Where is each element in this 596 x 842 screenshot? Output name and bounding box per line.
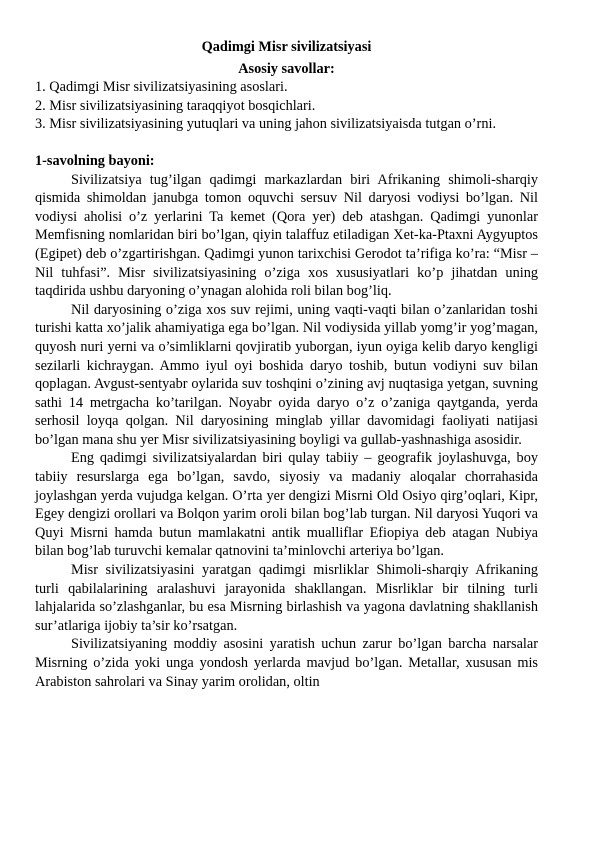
document-title: Qadimgi Misr sivilizatsiyasi bbox=[201, 39, 372, 55]
questions-heading: Asosiy savollar: bbox=[238, 60, 335, 77]
body-paragraph: Sivilizatsiyaning moddiy asosini yaratish uchun zarur bo’lgan barcha narsalar Misrning o’zida yoki unga yondosh yerlarda mavjud bo’lgan. Metallar, xususan mis Arabiston sahrolari va Sinay yarim orolidan, oltin bbox=[35, 636, 538, 690]
question-item: 2. Misr sivilizatsiyasining taraqqiyot bosqichlari. bbox=[35, 97, 316, 114]
section-heading: 1-savolning bayoni: bbox=[35, 152, 155, 169]
body-paragraph: Eng qadimgi sivilizatsiyalardan biri qulay tabiiy – geografik joylashuvga, boy tabiiy resurslarga ega bo’lgan, savdo, siyosiy va madaniy aloqalar chorrahasida joylashgan yerda vujudga kelgan. O’rta yer dengizi Misrni Old Osiyo qirg’oqlari, Kipr, Egey dengizi orollari va Bolqon yarim oroli bilan bog’lab turgan. Nil daryosi Yuqori va Quyi Misrni hamda butun mamlakatni antik mualliflar Efiopiya deb atagan Nubiya bilan bog’lab turuvchi kemalar qatnovini ta’minlovchi arteriya bo’lgan. bbox=[35, 450, 538, 560]
body-paragraph: Misr sivilizatsiyasini yaratgan qadimgi misrliklar Shimoli-sharqiy Afrikaning turli qabilalarining aralashuvi jarayonida shakllangan. Misrliklar bir tilning turli lahjalarida so’zlashganlar, bu esa Misrning birlashish va yagona davlatning shakllanish sur’atlariga ijobiy ta’sir ko’rsatgan. bbox=[35, 562, 538, 634]
question-item: 3. Misr sivilizatsiyasining yutuqlari va uning jahon sivilizatsiyaisda tutgan o’rni. bbox=[35, 116, 497, 133]
document-page bbox=[35, 38, 538, 691]
body-paragraph: Nil daryosining o’ziga xos suv rejimi, uning vaqti-vaqti bilan o’zanlaridan toshi turishi katta xo’jalik ahamiyatiga ega bo’lgan. Nil vodiysida yillab yomg’ir yog’magan, quyosh nuri yerni va o’simliklarni qovjiratib yuborgan, iyun oyiga kelib daryo kengligi sezilarli kichraygan. Ammo iyul oyi boshida daryo toshib, butun vodiyni suv bilan qoplagan. Avgust-sentyabr oylarida suv toshqini o’zining avj nuqtasiga yetgan, suvning sathi 14 metrgacha ko’tarilgan. Noyabr oyida daryo o’z o’zaniga qaytganda, yerda serhosil loyqa qolgan. Nil daryosining minglab yillar davomidagi faoliyati natijasi bo’lgan mana shu yer Misr sivilizatsiyasining boyligi va gullab-yashnashiga asosidir. bbox=[35, 301, 538, 448]
question-item: 1. Qadimgi Misr sivilizatsiyasining asoslari. bbox=[35, 79, 288, 96]
body-paragraph: Sivilizatsiya tug’ilgan qadimgi markazlardan biri Afrikaning shimoli-sharqiy qismida shimoldan janubga tomon oquvchi sersuv Nil daryosi vodiysi bo’lgan. Nil vodiysi aholisi o’z yerlarini Ta kemet (Qora yer) deb atashgan. Qadimgi yunonlar Memfisning nomlaridan biri bo’lgan, qiyin talaffuz etiladigan Xet-ka-Ptaxni Aygyuptos (Egipet) deb o’zgartirishgan. Qadimgi yunon tarixchisi Gerodot ta’rifiga ko’ra: “Misr – Nil tuhfasi”. Misr sivilizatsiyasining o’ziga xos xususiyatlari ko’p jihatdan uning taqdirida ushbu daryoning o’ynagan alohida roli bilan bog’liq. bbox=[35, 171, 538, 300]
spacer bbox=[35, 134, 538, 152]
